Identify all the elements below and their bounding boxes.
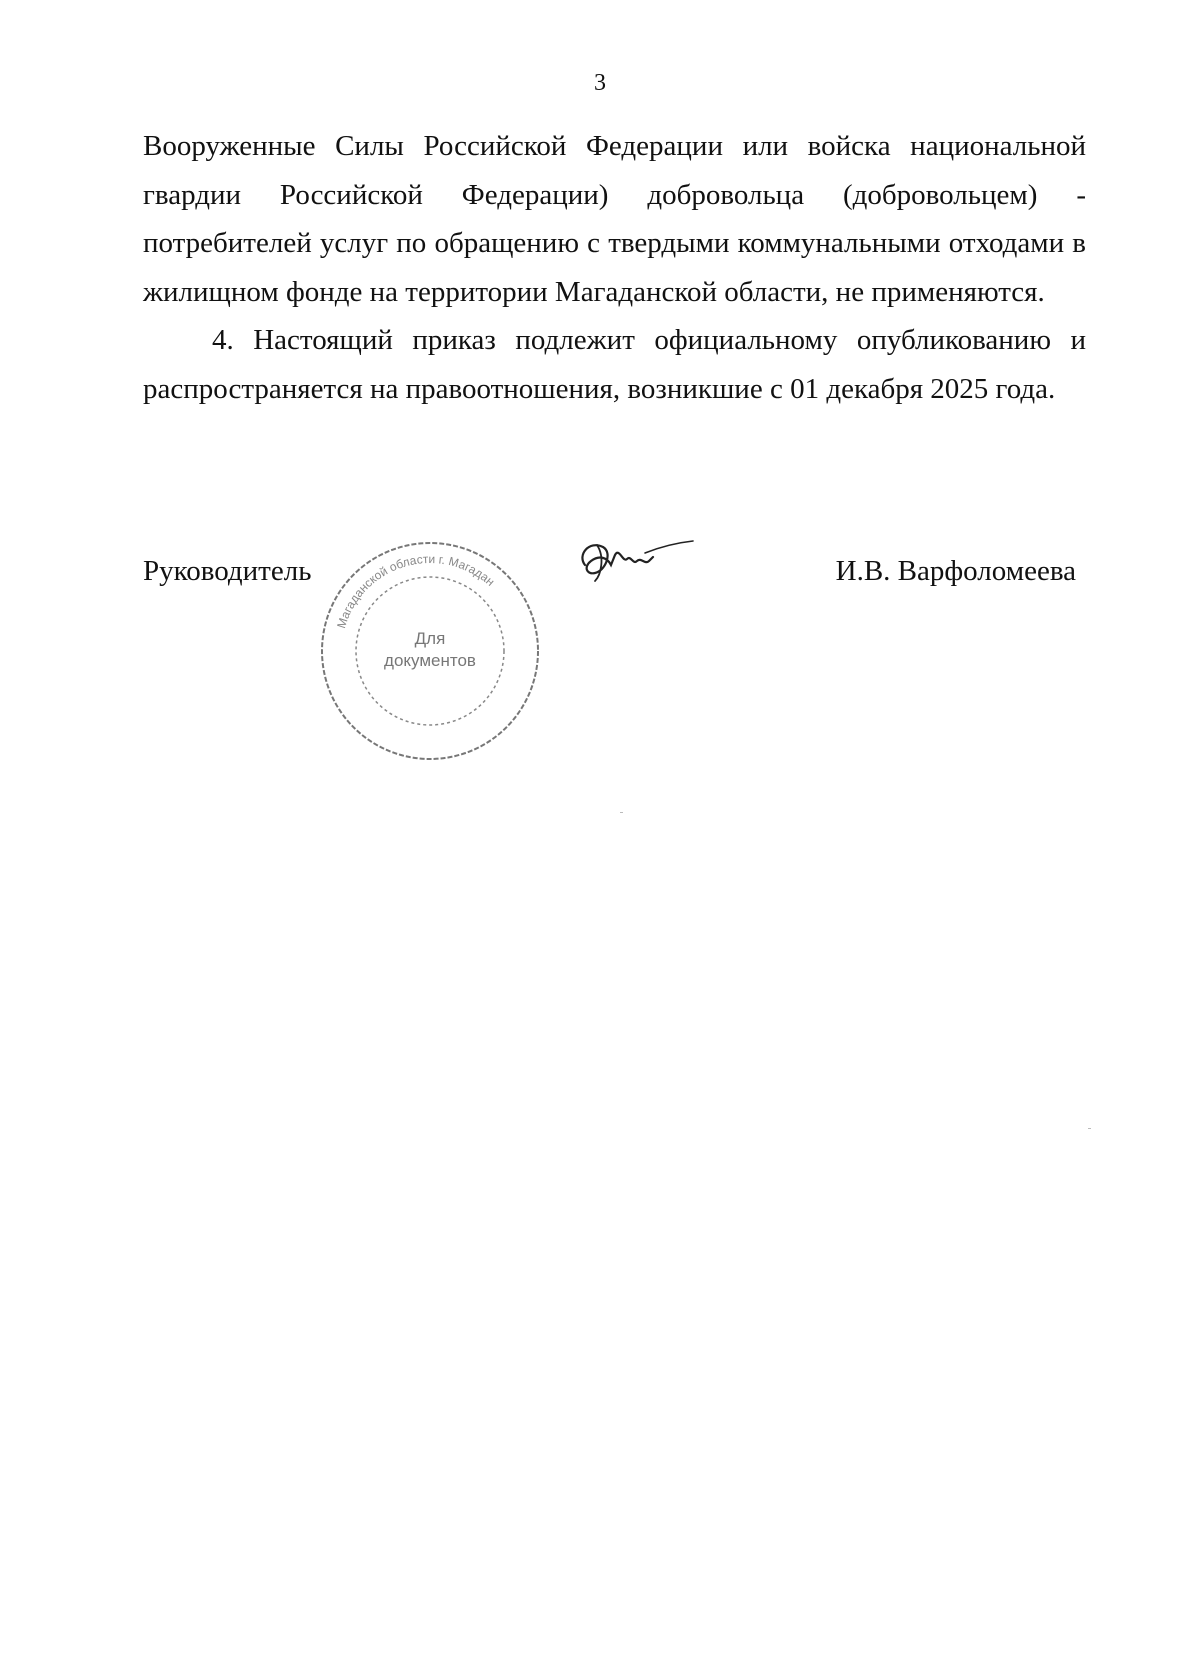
document-body bbox=[143, 122, 1086, 413]
paragraph-continuation: Вооруженные Силы Российской Федерации или войска национальной гвардии Российской Федерации) добровольца (добровольцем) - потребителей услуг по обращению с твердыми коммунальными отходами в жилищном фонде на территории Магаданской области, не применяются. bbox=[143, 130, 1086, 308]
scan-speck bbox=[1088, 1128, 1091, 1129]
scan-speck bbox=[620, 812, 623, 813]
handwritten-signature bbox=[575, 535, 695, 595]
signature-name: И.В. Варфоломеева bbox=[835, 555, 1076, 587]
paragraph-item-4: 4. Настоящий приказ подлежит официальному опубликованию и распространяется на правоотношения, возникшие с 01 декабря 2025 года. bbox=[143, 324, 1086, 405]
page-number: 3 bbox=[594, 70, 606, 96]
stamp-center-line2: документов bbox=[384, 651, 476, 670]
signature-role: Руководитель bbox=[143, 555, 312, 587]
official-stamp bbox=[315, 536, 545, 766]
stamp-center-line1: Для bbox=[414, 629, 446, 648]
stamp-ring-text: Магаданской области г. Магадан bbox=[334, 551, 498, 631]
